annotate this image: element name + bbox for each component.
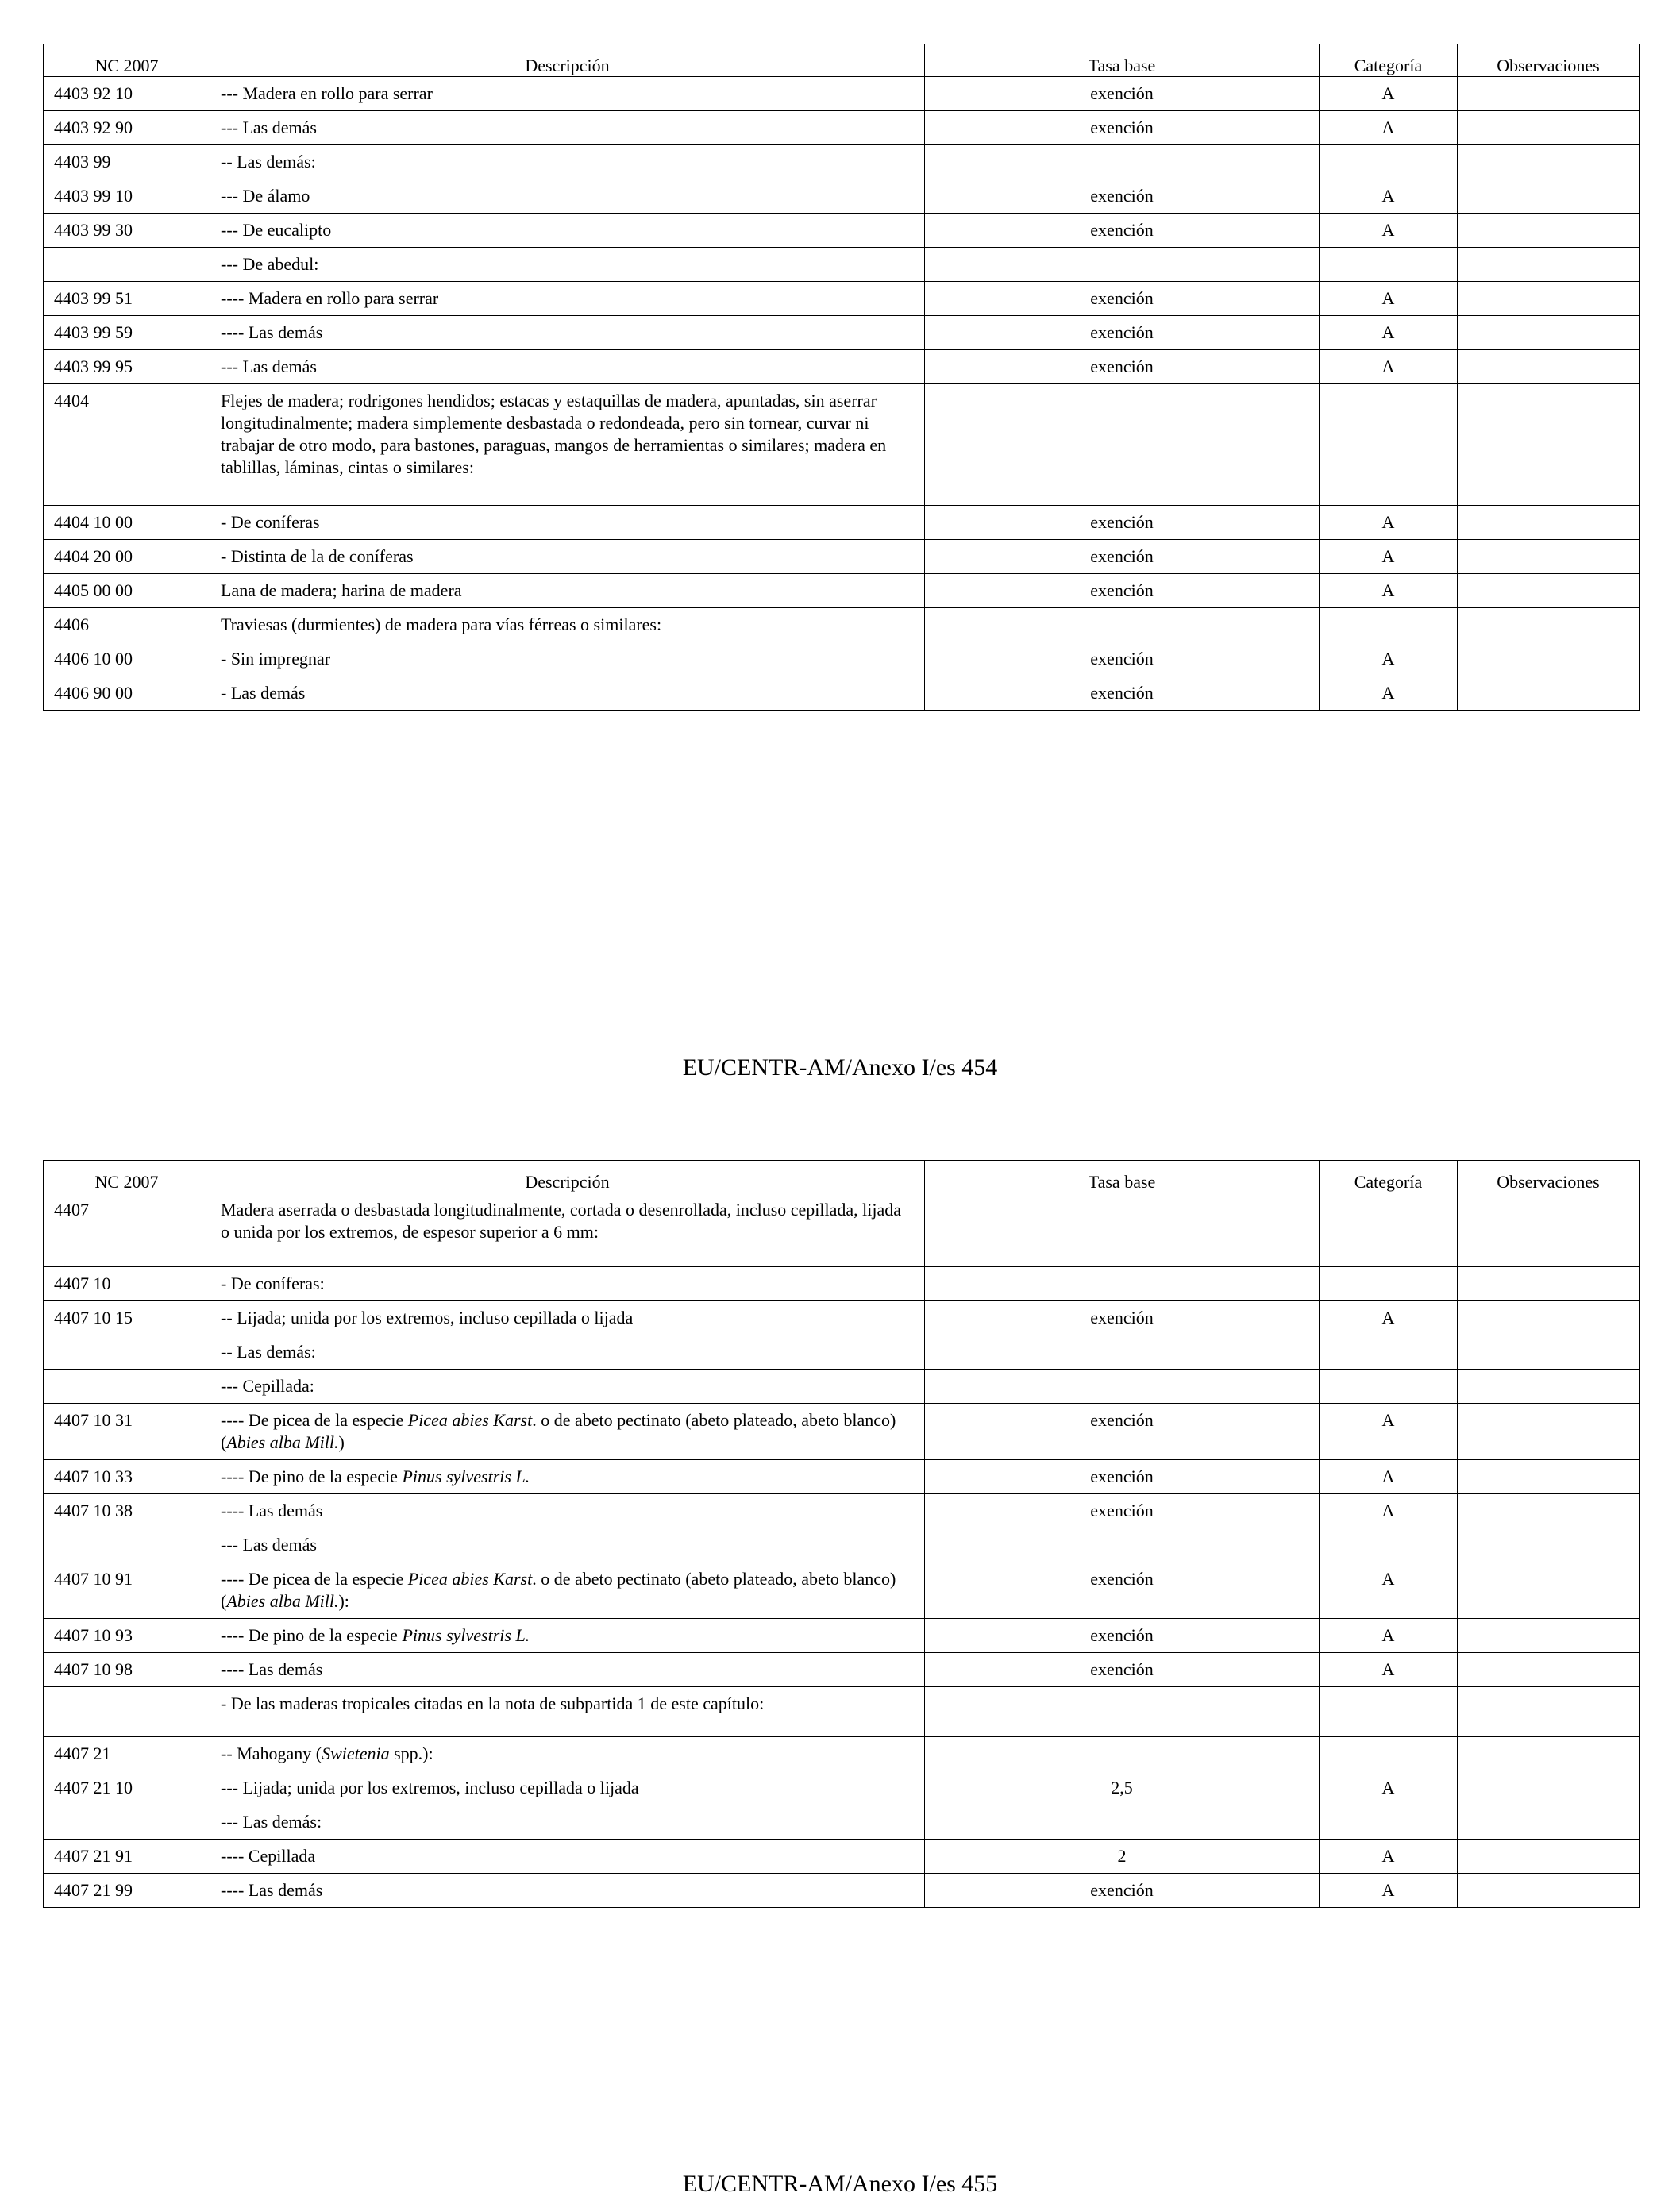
page-footer-454: EU/CENTR-AM/Anexo I/es 454 [682, 1054, 998, 1081]
cell-observaciones [1458, 111, 1640, 145]
cell-nc-code [44, 1370, 210, 1404]
table-header [44, 1161, 1640, 1193]
table-row [44, 540, 1640, 574]
cell-observaciones [1458, 1193, 1640, 1267]
table-row [44, 676, 1640, 711]
cell-categoria [1320, 1687, 1458, 1737]
cell-observaciones [1458, 1653, 1640, 1687]
cell-tasa-base: exención [925, 111, 1320, 145]
cell-nc-code: 4406 90 00 [44, 676, 210, 711]
page-footer-455: EU/CENTR-AM/Anexo I/es 455 [682, 2171, 998, 2197]
table-row [44, 145, 1640, 179]
table-row [44, 1267, 1640, 1301]
cell-tasa-base: exención [925, 642, 1320, 676]
cell-observaciones [1458, 1805, 1640, 1840]
cell-tasa-base [925, 1370, 1320, 1404]
table-row [44, 1653, 1640, 1687]
cell-nc-code [44, 248, 210, 282]
cell-nc-code: 4406 10 00 [44, 642, 210, 676]
cell-tasa-base: exención [925, 506, 1320, 540]
cell-observaciones [1458, 642, 1640, 676]
cell-categoria: A [1320, 111, 1458, 145]
table-row [44, 1193, 1640, 1267]
col-header-descripcion: Descripción [210, 44, 925, 77]
table-row [44, 1737, 1640, 1771]
cell-tasa-base: exención [925, 1460, 1320, 1494]
col-header-categoria: Categoría [1320, 1161, 1458, 1193]
cell-descripcion: --- Las demás: [210, 1805, 925, 1840]
cell-tasa-base: exención [925, 350, 1320, 384]
cell-nc-code: 4407 10 15 [44, 1301, 210, 1335]
cell-descripcion: - De coníferas [210, 506, 925, 540]
col-header-descripcion: Descripción [210, 1161, 925, 1193]
cell-categoria: A [1320, 1874, 1458, 1908]
cell-categoria: A [1320, 1840, 1458, 1874]
cell-categoria: A [1320, 1460, 1458, 1494]
cell-categoria: A [1320, 350, 1458, 384]
cell-tasa-base [925, 1737, 1320, 1771]
table-row [44, 1771, 1640, 1805]
cell-nc-code [44, 1687, 210, 1737]
cell-tasa-base [925, 1267, 1320, 1301]
cell-nc-code: 4406 [44, 608, 210, 642]
cell-observaciones [1458, 1737, 1640, 1771]
cell-categoria [1320, 1528, 1458, 1562]
cell-descripcion: Madera aserrada o desbastada longitudinalmente, cortada o desenrollada, incluso cepillada, lijada o unida por los extremos, de espesor superior a 6 mm: [210, 1193, 925, 1267]
cell-descripcion: --- Madera en rollo para serrar [210, 77, 925, 111]
cell-observaciones [1458, 506, 1640, 540]
cell-tasa-base [925, 1335, 1320, 1370]
cell-nc-code: 4404 20 00 [44, 540, 210, 574]
cell-tasa-base: exención [925, 77, 1320, 111]
cell-nc-code: 4405 00 00 [44, 574, 210, 608]
cell-descripcion: -- Lijada; unida por los extremos, incluso cepillada o lijada [210, 1301, 925, 1335]
table-row [44, 1335, 1640, 1370]
cell-observaciones [1458, 1840, 1640, 1874]
cell-tasa-base: exención [925, 1404, 1320, 1460]
cell-categoria: A [1320, 676, 1458, 711]
table-row [44, 1528, 1640, 1562]
cell-categoria: A [1320, 574, 1458, 608]
cell-observaciones [1458, 248, 1640, 282]
cell-observaciones [1458, 316, 1640, 350]
cell-observaciones [1458, 214, 1640, 248]
table-row [44, 350, 1640, 384]
cell-descripcion: - De las maderas tropicales citadas en la nota de subpartida 1 de este capítulo: [210, 1687, 925, 1737]
cell-observaciones [1458, 1494, 1640, 1528]
cell-tasa-base [925, 1528, 1320, 1562]
col-header-nc: NC 2007 [44, 1161, 210, 1193]
col-header-tasa-base: Tasa base [925, 44, 1320, 77]
cell-descripcion: ---- De picea de la especie Picea abies Karst. o de abeto pectinato (abeto plateado, abeto blanco) (Abies alba Mill.): [210, 1562, 925, 1619]
cell-nc-code: 4407 [44, 1193, 210, 1267]
cell-descripcion: -- Las demás: [210, 145, 925, 179]
cell-nc-code: 4403 92 10 [44, 77, 210, 111]
col-header-tasa-base: Tasa base [925, 1161, 1320, 1193]
table-row [44, 608, 1640, 642]
cell-tasa-base: exención [925, 1562, 1320, 1619]
cell-descripcion: ---- Madera en rollo para serrar [210, 282, 925, 316]
cell-descripcion: ---- Las demás [210, 1874, 925, 1908]
cell-nc-code: 4403 99 30 [44, 214, 210, 248]
cell-categoria [1320, 248, 1458, 282]
cell-nc-code [44, 1335, 210, 1370]
table-row [44, 1301, 1640, 1335]
cell-descripcion: --- De abedul: [210, 248, 925, 282]
table-row [44, 384, 1640, 506]
col-header-nc: NC 2007 [44, 44, 210, 77]
cell-categoria: A [1320, 77, 1458, 111]
cell-nc-code: 4404 [44, 384, 210, 506]
cell-observaciones [1458, 384, 1640, 506]
cell-observaciones [1458, 1335, 1640, 1370]
cell-nc-code: 4407 10 93 [44, 1619, 210, 1653]
cell-tasa-base: 2 [925, 1840, 1320, 1874]
table-row [44, 642, 1640, 676]
cell-categoria: A [1320, 1494, 1458, 1528]
cell-observaciones [1458, 1370, 1640, 1404]
cell-observaciones [1458, 77, 1640, 111]
cell-observaciones [1458, 1874, 1640, 1908]
cell-tasa-base [925, 608, 1320, 642]
cell-categoria: A [1320, 1771, 1458, 1805]
cell-descripcion: --- Las demás [210, 350, 925, 384]
table-row [44, 248, 1640, 282]
cell-nc-code: 4407 21 99 [44, 1874, 210, 1908]
cell-nc-code: 4407 10 98 [44, 1653, 210, 1687]
cell-categoria: A [1320, 1301, 1458, 1335]
cell-observaciones [1458, 608, 1640, 642]
tariff-table-page-455 [43, 1160, 1640, 1908]
cell-observaciones [1458, 1528, 1640, 1562]
cell-descripcion: ---- De pino de la especie Pinus sylvestris L. [210, 1460, 925, 1494]
cell-nc-code: 4404 10 00 [44, 506, 210, 540]
cell-descripcion: ---- Las demás [210, 1653, 925, 1687]
table-row [44, 1460, 1640, 1494]
cell-observaciones [1458, 179, 1640, 214]
cell-categoria: A [1320, 506, 1458, 540]
cell-tasa-base: exención [925, 282, 1320, 316]
table-row [44, 1687, 1640, 1737]
cell-observaciones [1458, 1687, 1640, 1737]
cell-tasa-base: exención [925, 1653, 1320, 1687]
cell-nc-code: 4407 10 91 [44, 1562, 210, 1619]
table-row [44, 1494, 1640, 1528]
cell-descripcion: --- Cepillada: [210, 1370, 925, 1404]
cell-tasa-base: exención [925, 676, 1320, 711]
cell-nc-code: 4403 99 59 [44, 316, 210, 350]
cell-categoria [1320, 1805, 1458, 1840]
cell-categoria: A [1320, 282, 1458, 316]
cell-tasa-base [925, 384, 1320, 506]
cell-tasa-base [925, 145, 1320, 179]
cell-observaciones [1458, 1460, 1640, 1494]
cell-tasa-base: exención [925, 1874, 1320, 1908]
cell-nc-code: 4407 10 33 [44, 1460, 210, 1494]
cell-nc-code: 4407 21 10 [44, 1771, 210, 1805]
table-row [44, 282, 1640, 316]
cell-categoria: A [1320, 316, 1458, 350]
cell-descripcion: - Sin impregnar [210, 642, 925, 676]
cell-nc-code [44, 1805, 210, 1840]
cell-nc-code: 4407 21 [44, 1737, 210, 1771]
table-header [44, 44, 1640, 77]
cell-categoria: A [1320, 1619, 1458, 1653]
cell-descripcion: ---- Las demás [210, 316, 925, 350]
cell-tasa-base [925, 1805, 1320, 1840]
tariff-table-page-454 [43, 44, 1640, 711]
cell-categoria [1320, 1267, 1458, 1301]
cell-tasa-base: exención [925, 316, 1320, 350]
table-row [44, 179, 1640, 214]
cell-observaciones [1458, 1301, 1640, 1335]
cell-tasa-base: exención [925, 1494, 1320, 1528]
cell-categoria [1320, 384, 1458, 506]
cell-observaciones [1458, 574, 1640, 608]
cell-categoria [1320, 1737, 1458, 1771]
cell-descripcion: Lana de madera; harina de madera [210, 574, 925, 608]
table-row [44, 506, 1640, 540]
cell-descripcion: --- Las demás [210, 1528, 925, 1562]
cell-nc-code: 4403 99 [44, 145, 210, 179]
cell-categoria: A [1320, 179, 1458, 214]
table-row [44, 1404, 1640, 1460]
cell-tasa-base: exención [925, 1619, 1320, 1653]
cell-nc-code: 4403 92 90 [44, 111, 210, 145]
table-row [44, 316, 1640, 350]
cell-categoria [1320, 145, 1458, 179]
cell-categoria: A [1320, 214, 1458, 248]
cell-categoria: A [1320, 642, 1458, 676]
cell-nc-code: 4407 10 31 [44, 1404, 210, 1460]
cell-observaciones [1458, 1404, 1640, 1460]
cell-descripcion: --- De álamo [210, 179, 925, 214]
cell-nc-code: 4403 99 10 [44, 179, 210, 214]
cell-nc-code: 4407 10 38 [44, 1494, 210, 1528]
cell-categoria [1320, 1335, 1458, 1370]
cell-categoria [1320, 1193, 1458, 1267]
cell-nc-code: 4403 99 51 [44, 282, 210, 316]
cell-observaciones [1458, 145, 1640, 179]
cell-categoria: A [1320, 1562, 1458, 1619]
cell-descripcion: -- Las demás: [210, 1335, 925, 1370]
cell-descripcion: - Distinta de la de coníferas [210, 540, 925, 574]
table-row [44, 1840, 1640, 1874]
table-row [44, 1805, 1640, 1840]
cell-descripcion: --- De eucalipto [210, 214, 925, 248]
cell-categoria [1320, 1370, 1458, 1404]
cell-categoria: A [1320, 1404, 1458, 1460]
cell-categoria [1320, 608, 1458, 642]
cell-tasa-base: exención [925, 214, 1320, 248]
cell-observaciones [1458, 282, 1640, 316]
table-row [44, 1874, 1640, 1908]
cell-descripcion: --- Lijada; unida por los extremos, incluso cepillada o lijada [210, 1771, 925, 1805]
col-header-observaciones: Observaciones [1458, 1161, 1640, 1193]
cell-descripcion: --- Las demás [210, 111, 925, 145]
cell-nc-code: 4407 10 [44, 1267, 210, 1301]
cell-tasa-base [925, 1687, 1320, 1737]
cell-descripcion: - De coníferas: [210, 1267, 925, 1301]
cell-categoria: A [1320, 540, 1458, 574]
cell-observaciones [1458, 350, 1640, 384]
cell-observaciones [1458, 540, 1640, 574]
cell-tasa-base: exención [925, 1301, 1320, 1335]
cell-descripcion: Traviesas (durmientes) de madera para vías férreas o similares: [210, 608, 925, 642]
cell-nc-code [44, 1528, 210, 1562]
table-row [44, 111, 1640, 145]
cell-tasa-base: exención [925, 179, 1320, 214]
col-header-categoria: Categoría [1320, 44, 1458, 77]
cell-observaciones [1458, 1267, 1640, 1301]
cell-descripcion: Flejes de madera; rodrigones hendidos; estacas y estaquillas de madera, apuntadas, sin aserrar longitudinalmente; madera simplemente desbastada o redondeada, pero sin tornear, curvar ni trabajar de otro modo, para bastones, paraguas, mangos de herramientas o similares; madera en tablillas, láminas, cintas o similares: [210, 384, 925, 506]
cell-descripcion: - Las demás [210, 676, 925, 711]
table-row [44, 1370, 1640, 1404]
col-header-observaciones: Observaciones [1458, 44, 1640, 77]
cell-tasa-base [925, 248, 1320, 282]
cell-descripcion: -- Mahogany (Swietenia spp.): [210, 1737, 925, 1771]
cell-nc-code: 4407 21 91 [44, 1840, 210, 1874]
cell-descripcion: ---- Cepillada [210, 1840, 925, 1874]
cell-observaciones [1458, 676, 1640, 711]
table-row [44, 1619, 1640, 1653]
cell-observaciones [1458, 1771, 1640, 1805]
cell-tasa-base [925, 1193, 1320, 1267]
table-row [44, 214, 1640, 248]
cell-nc-code: 4403 99 95 [44, 350, 210, 384]
cell-descripcion: ---- Las demás [210, 1494, 925, 1528]
cell-tasa-base: 2,5 [925, 1771, 1320, 1805]
cell-tasa-base: exención [925, 574, 1320, 608]
table-row [44, 1562, 1640, 1619]
table-row [44, 77, 1640, 111]
cell-descripcion: ---- De pino de la especie Pinus sylvestris L. [210, 1619, 925, 1653]
cell-tasa-base: exención [925, 540, 1320, 574]
cell-descripcion: ---- De picea de la especie Picea abies Karst. o de abeto pectinato (abeto plateado, abeto blanco) (Abies alba Mill.) [210, 1404, 925, 1460]
table-row [44, 574, 1640, 608]
cell-categoria: A [1320, 1653, 1458, 1687]
cell-observaciones [1458, 1619, 1640, 1653]
cell-observaciones [1458, 1562, 1640, 1619]
